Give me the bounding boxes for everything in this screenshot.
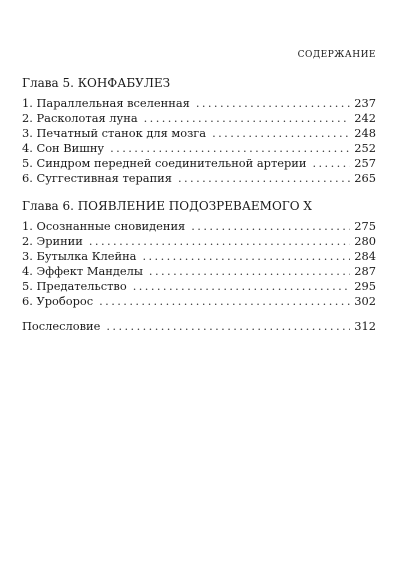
toc-entry-label: 6. Суггестивная терапия	[22, 171, 172, 186]
dot-leader	[99, 294, 350, 309]
toc-entry-label: 3. Печатный станок для мозга	[22, 126, 207, 141]
toc-entry-page: 252	[354, 141, 376, 156]
toc-entry[interactable]	[22, 111, 376, 126]
toc-entry[interactable]	[22, 141, 376, 156]
chapter-heading: Глава 6. ПОЯВЛЕНИЕ ПОДОЗРЕВАЕМОГО Х	[22, 198, 312, 213]
toc-entry-label: 4. Эффект Манделы	[22, 263, 143, 278]
toc-entry[interactable]	[22, 264, 376, 279]
table-of-contents	[22, 75, 376, 334]
toc-entry[interactable]	[22, 219, 376, 234]
dot-leader	[196, 96, 350, 111]
dot-leader	[178, 171, 350, 186]
dot-leader	[144, 111, 350, 126]
dot-leader	[212, 126, 350, 141]
chapter-entries	[22, 96, 376, 187]
toc-entry-page: 242	[354, 111, 376, 126]
toc-entry-label: 1. Параллельная вселенная	[22, 96, 190, 110]
chapter-block	[22, 198, 376, 310]
toc-entry[interactable]	[22, 156, 376, 171]
afterword-section	[22, 319, 376, 334]
toc-entry-page: 287	[354, 263, 376, 278]
toc-entry[interactable]	[22, 96, 376, 111]
toc-entry-label: 5. Синдром передней соединительной артерии	[22, 156, 307, 171]
toc-entry[interactable]	[22, 279, 376, 294]
dot-leader	[149, 264, 350, 279]
toc-entry-page: 302	[354, 294, 376, 309]
dot-leader	[191, 219, 350, 234]
toc-entry-label: 6. Уроборос	[22, 294, 94, 309]
toc-entry-label: 4. Сон Вишну	[22, 141, 105, 156]
toc-entry-page: 280	[354, 233, 376, 248]
running-head: СОДЕРЖАНИЕ	[297, 50, 376, 60]
toc-entry[interactable]	[22, 171, 376, 186]
dot-leader	[312, 156, 350, 171]
toc-entry-page: 284	[354, 248, 376, 263]
toc-entry-label: Послесловие	[22, 319, 101, 334]
toc-entry[interactable]	[22, 234, 376, 249]
toc-entry-page: 275	[354, 218, 376, 233]
dot-leader	[106, 319, 350, 334]
dot-leader	[110, 141, 350, 156]
chapter-block	[22, 75, 376, 187]
toc-entry[interactable]	[22, 249, 376, 264]
toc-entry[interactable]	[22, 126, 376, 141]
toc-entry-page: 237	[354, 96, 376, 110]
toc-entry-page: 257	[354, 156, 376, 171]
toc-entry-label: 2. Расколотая луна	[22, 111, 138, 126]
toc-entry-label: 3. Бутылка Клейна	[22, 248, 137, 263]
toc-entry-page: 295	[354, 278, 376, 293]
dot-leader	[89, 234, 350, 249]
dot-leader	[142, 249, 350, 264]
toc-entry-afterword[interactable]	[22, 319, 376, 334]
chapter-heading: Глава 5. КОНФАБУЛЕЗ	[22, 76, 171, 90]
toc-entry-label: 2. Эринии	[22, 233, 83, 248]
toc-entry-label: 5. Предательство	[22, 278, 127, 293]
toc-entry-page: 248	[354, 126, 376, 141]
toc-entry[interactable]	[22, 294, 376, 309]
dot-leader	[133, 279, 350, 294]
chapter-entries	[22, 219, 376, 310]
toc-entry-page: 312	[354, 319, 376, 334]
toc-entry-label: 1. Осознанные сновидения	[22, 218, 186, 233]
toc-entry-page: 265	[354, 171, 376, 186]
